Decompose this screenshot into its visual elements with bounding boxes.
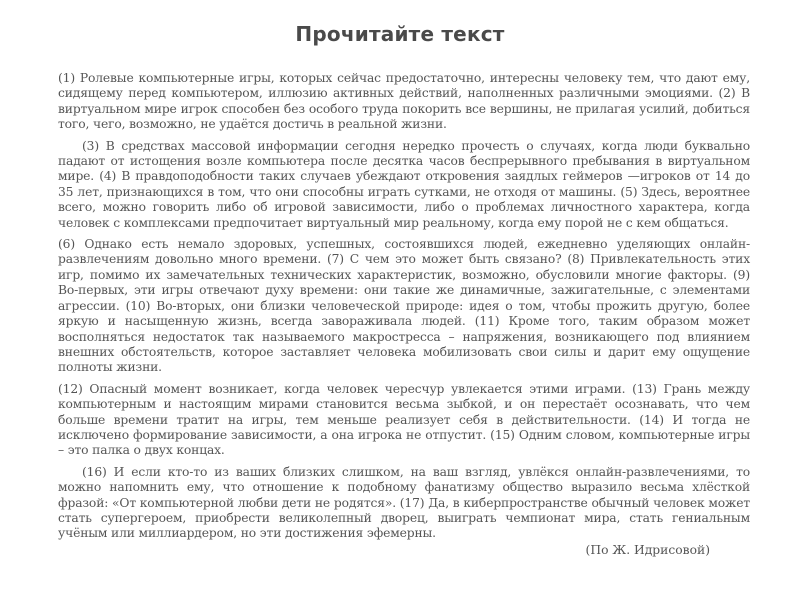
page-title: Прочитайте текст <box>295 22 505 46</box>
paragraph-2: (3) В средствах массовой информации сегодня нередко прочесть о случаях, когда люди буквально падают от истощения возле компьютера после десятка часов беспрерывного пребывания в виртуальном мире. (4) В правдоподобности таких случаев убеждают откровения заядлых геймеров —игроков от 14 до 35 лет, признающихся в том, что они способны играть сутками, не отходя от машины. (5) Здесь, вероятнее всего, можно говорить либо об игровой зависимости, либо о проблемах личностного характера, когда человек с комплексами предпочитает виртуальный мир реальному, когда ему порой не с кем общаться. <box>58 138 750 230</box>
paragraph-5: (16) И если кто-то из ваших близких слишком, на ваш взгляд, увлёкся онлайн-развлечениями, то можно напомнить ему, что отношение к подобному фанатизму общество выразило весьма хлёсткой фразой: «От компьютерной любви дети не родятся». (17) Да, в киберпространстве обычный человек может стать супергероем, приобрести великолепный дворец, выиграть чемпионат мира, стать гениальным учёным или миллиардером, но эти достижения эфемерны. <box>58 464 750 541</box>
paragraph-1: (1) Ролевые компьютерные игры, которых сейчас предостаточно, интересны человеку тем, что дают ему, сидящему перед компьютером, иллюзию активных действий, наполненных различными эмоциями. (2) В виртуальном мире игрок способен без особого труда покорить все вершины, не прилагая усилий, добиться того, чего, возможно, не удаётся достичь в реальной жизни. <box>58 71 750 132</box>
paragraph-3: (6) Однако есть немало здоровых, успешных, состоявшихся людей, ежедневно уделяющих онлайн-развлечениям довольно много времени. (7) С чем это может быть связано? (8) Привлекательность этих игр, помимо их замечательных технических характеристик, возможно, обусловили многие факторы. (9) Во-первых, эти игры отвечают духу времени: они такие же динамичные, зажигательные, с элементами агрессии. (10) Во-вторых, они близки человеческой природе: идея о том, чтобы прожить другую, более яркую и насыщенную жизнь, всегда завораживала людей. (11) Кроме того, таким образом может восполняться недостаток так называемого макростресса – напряжения, возникающего под влиянием внешних обстоятельств, которое заставляет человека мобилизовать свои силы и дарит ему ощущение полноты жизни. <box>58 237 750 375</box>
source-attribution: (По Ж. Идрисовой) <box>585 543 710 557</box>
paragraph-4: (12) Опасный момент возникает, когда человек чересчур увлекается этими играми. (13) Грань между компьютерным и настоящим мирами становится весьма зыбкой, и он перестаёт осознавать, что чем больше времени тратит на игры, тем меньше реализует себя в действительности. (14) И тогда не исключено формирование зависимости, а она игрока не отпустит. (15) Одним словом, компьютерные игры – это палка о двух концах. <box>58 381 750 458</box>
text-body <box>58 71 750 548</box>
